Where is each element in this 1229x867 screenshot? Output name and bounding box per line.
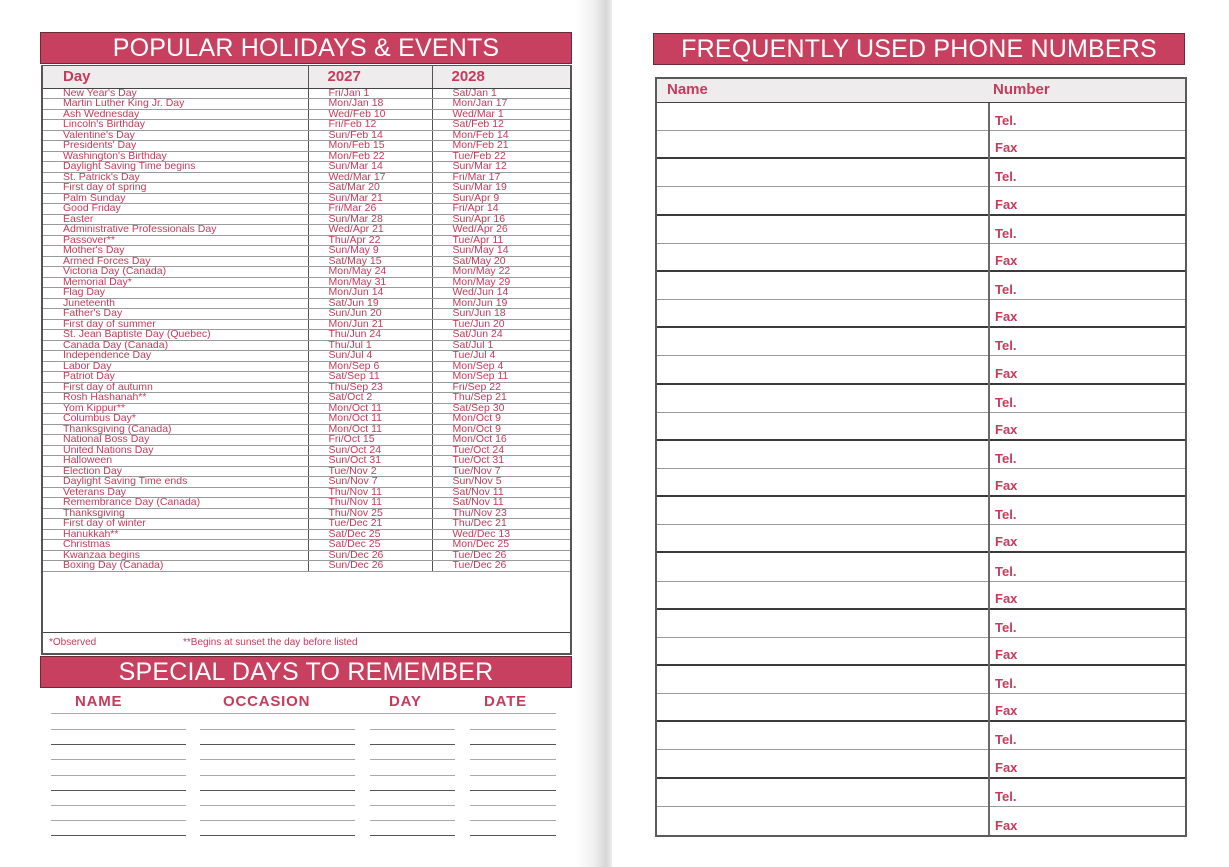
holiday-date-2027: Thu/Nov 11 <box>308 498 432 509</box>
fax-label: Fax <box>995 759 1018 775</box>
special-days-name-line[interactable] <box>51 775 186 776</box>
phone-entry-tel-row[interactable] <box>657 272 1185 300</box>
holiday-date-2028: Mon/Oct 9 <box>432 414 570 425</box>
footnote-observed: *Observed <box>49 637 97 648</box>
phone-entry-fax-row[interactable] <box>657 187 1185 215</box>
holiday-date-2027: Mon/May 31 <box>308 277 432 288</box>
holiday-date-2027: Fri/Mar 26 <box>308 204 432 215</box>
holiday-date-2028: Sun/Mar 19 <box>432 183 570 194</box>
holiday-date-2027: Sat/Dec 25 <box>308 529 432 540</box>
special-days-header-rule <box>51 713 556 714</box>
holiday-name: Valentine's Day <box>43 130 308 141</box>
holiday-date-2027: Wed/Feb 10 <box>308 109 432 120</box>
holiday-name: Victoria Day (Canada) <box>43 267 308 278</box>
holiday-name: Christmas <box>43 540 308 551</box>
holiday-date-2027: Sat/Dec 25 <box>308 540 432 551</box>
holiday-row <box>43 540 570 551</box>
special-days-date-line[interactable] <box>470 790 556 791</box>
holiday-name: Memorial Day* <box>43 277 308 288</box>
holiday-name: Halloween <box>43 456 308 467</box>
holiday-date-2028: Wed/Dec 13 <box>432 529 570 540</box>
holiday-date-2028: Mon/Feb 14 <box>432 130 570 141</box>
holiday-row <box>43 267 570 278</box>
special-days-header-day: DAY <box>389 693 422 710</box>
special-days-date-line[interactable] <box>470 805 556 806</box>
special-days-day-line[interactable] <box>370 820 455 821</box>
phone-entry-tel-row[interactable] <box>657 385 1185 413</box>
holiday-date-2027: Tue/Nov 2 <box>308 466 432 477</box>
holiday-date-2028: Tue/Apr 11 <box>432 235 570 246</box>
special-days-name-line[interactable] <box>51 820 186 821</box>
holiday-date-2028: Mon/Dec 25 <box>432 540 570 551</box>
holiday-row <box>43 120 570 131</box>
holiday-date-2027: Mon/Oct 11 <box>308 424 432 435</box>
holiday-date-2028: Sun/Apr 9 <box>432 193 570 204</box>
holiday-date-2027: Sun/Mar 21 <box>308 193 432 204</box>
holiday-row <box>43 193 570 204</box>
phone-column-divider <box>988 103 990 835</box>
holiday-date-2027: Sun/Jun 20 <box>308 309 432 320</box>
holiday-date-2028: Tue/Dec 26 <box>432 561 570 572</box>
holiday-row <box>43 235 570 246</box>
phone-entry-tel-row[interactable] <box>657 497 1185 525</box>
holiday-row <box>43 256 570 267</box>
fax-label: Fax <box>995 196 1018 212</box>
phone-entry-fax-row[interactable] <box>657 244 1185 272</box>
holiday-date-2027: Mon/May 24 <box>308 267 432 278</box>
holiday-date-2028: Fri/Sep 22 <box>432 382 570 393</box>
phone-entry-tel-row[interactable] <box>657 159 1185 187</box>
holiday-date-2027: Sun/May 9 <box>308 246 432 257</box>
phone-entry-tel-row[interactable] <box>657 441 1185 469</box>
tel-label: Tel. <box>995 225 1017 241</box>
holiday-row <box>43 414 570 425</box>
holiday-date-2027: Mon/Oct 11 <box>308 414 432 425</box>
holiday-date-2027: Thu/Nov 11 <box>308 487 432 498</box>
holiday-date-2028: Sun/Apr 16 <box>432 214 570 225</box>
holiday-date-2028: Sun/Mar 12 <box>432 162 570 173</box>
phone-entry-fax-row[interactable] <box>657 356 1185 384</box>
holiday-row <box>43 319 570 330</box>
holiday-name: Presidents' Day <box>43 141 308 152</box>
fax-label: Fax <box>995 534 1018 550</box>
holiday-date-2028: Mon/Jun 19 <box>432 298 570 309</box>
holiday-name: United Nations Day <box>43 445 308 456</box>
special-days-day-line[interactable] <box>370 790 455 791</box>
holiday-row <box>43 130 570 141</box>
holiday-row <box>43 519 570 530</box>
holidays-table-body <box>43 88 570 571</box>
holiday-row <box>43 246 570 257</box>
holiday-date-2027: Wed/Mar 17 <box>308 172 432 183</box>
holiday-date-2028: Mon/Oct 16 <box>432 435 570 446</box>
holiday-name: Election Day <box>43 466 308 477</box>
holiday-name: First day of autumn <box>43 382 308 393</box>
fax-label: Fax <box>995 421 1018 437</box>
phone-entry-tel-row[interactable] <box>657 722 1185 750</box>
holiday-date-2027: Sat/May 15 <box>308 256 432 267</box>
holiday-date-2028: Fri/Mar 17 <box>432 172 570 183</box>
holiday-name: Columbus Day* <box>43 414 308 425</box>
phone-entry-tel-row[interactable] <box>657 779 1185 807</box>
phone-entry-tel-row[interactable] <box>657 666 1185 694</box>
holiday-date-2028: Tue/Jun 20 <box>432 319 570 330</box>
holiday-row <box>43 498 570 509</box>
holiday-date-2028: Sat/Nov 11 <box>432 487 570 498</box>
footnote-sunset: **Begins at sunset the day before listed <box>183 637 358 648</box>
holiday-date-2028: Tue/Dec 26 <box>432 550 570 561</box>
phone-entry-fax-row[interactable] <box>657 525 1185 553</box>
holiday-date-2027: Sun/Jul 4 <box>308 351 432 362</box>
holiday-row <box>43 330 570 341</box>
holiday-date-2028: Sun/Nov 5 <box>432 477 570 488</box>
fax-label: Fax <box>995 140 1018 156</box>
holiday-date-2028: Tue/Oct 31 <box>432 456 570 467</box>
special-days-date-line[interactable] <box>470 835 556 836</box>
tel-label: Tel. <box>995 282 1017 298</box>
holiday-date-2027: Thu/Apr 22 <box>308 235 432 246</box>
holiday-date-2027: Sat/Sep 11 <box>308 372 432 383</box>
holiday-date-2028: Sat/Nov 11 <box>432 498 570 509</box>
tel-label: Tel. <box>995 450 1017 466</box>
holiday-date-2027: Mon/Oct 11 <box>308 403 432 414</box>
holiday-row <box>43 508 570 519</box>
holiday-name: First day of summer <box>43 319 308 330</box>
holiday-row <box>43 88 570 99</box>
holiday-name: Juneteenth <box>43 298 308 309</box>
tel-label: Tel. <box>995 394 1017 410</box>
holiday-row <box>43 141 570 152</box>
special-days-name-line[interactable] <box>51 835 186 836</box>
tel-label: Tel. <box>995 113 1017 129</box>
holiday-name: Passover** <box>43 235 308 246</box>
holiday-row <box>43 435 570 446</box>
holiday-name: Easter <box>43 214 308 225</box>
special-days-day-line[interactable] <box>370 835 455 836</box>
holiday-date-2027: Mon/Jun 21 <box>308 319 432 330</box>
holiday-name: Yom Kippur** <box>43 403 308 414</box>
holiday-name: Thanksgiving (Canada) <box>43 424 308 435</box>
tel-label: Tel. <box>995 619 1017 635</box>
holiday-date-2027: Thu/Sep 23 <box>308 382 432 393</box>
holiday-date-2028: Fri/Apr 14 <box>432 204 570 215</box>
column-header-name: Name <box>667 81 708 98</box>
holiday-date-2027: Sun/Dec 26 <box>308 550 432 561</box>
special-days-header-name: NAME <box>75 693 123 710</box>
special-days-day-line[interactable] <box>370 805 455 806</box>
holiday-row <box>43 214 570 225</box>
holiday-date-2027: Fri/Jan 1 <box>308 88 432 99</box>
holiday-date-2028: Tue/Nov 7 <box>432 466 570 477</box>
holiday-date-2027: Fri/Oct 15 <box>308 435 432 446</box>
special-days-occasion-line[interactable] <box>200 835 355 836</box>
holiday-date-2027: Sun/Mar 28 <box>308 214 432 225</box>
holiday-name: Daylight Saving Time begins <box>43 162 308 173</box>
holiday-name: Rosh Hashanah** <box>43 393 308 404</box>
holiday-name: Good Friday <box>43 204 308 215</box>
holiday-name: Kwanzaa begins <box>43 550 308 561</box>
holiday-row <box>43 162 570 173</box>
holiday-row <box>43 487 570 498</box>
tel-label: Tel. <box>995 563 1017 579</box>
holiday-date-2027: Thu/Nov 25 <box>308 508 432 519</box>
holiday-date-2028: Mon/May 29 <box>432 277 570 288</box>
holiday-date-2027: Fri/Feb 12 <box>308 120 432 131</box>
special-days-occasion-line[interactable] <box>200 805 355 806</box>
holiday-name: Boxing Day (Canada) <box>43 561 308 572</box>
holiday-name: Martin Luther King Jr. Day <box>43 99 308 110</box>
holiday-row <box>43 183 570 194</box>
holiday-date-2028: Sat/Jul 1 <box>432 340 570 351</box>
holiday-date-2028: Tue/Oct 24 <box>432 445 570 456</box>
holiday-date-2028: Thu/Dec 21 <box>432 519 570 530</box>
holiday-row <box>43 151 570 162</box>
holiday-name: National Boss Day <box>43 435 308 446</box>
holiday-name: Hanukkah** <box>43 529 308 540</box>
special-days-name-line[interactable] <box>51 805 186 806</box>
holiday-name: Canada Day (Canada) <box>43 340 308 351</box>
holiday-date-2028: Tue/Feb 22 <box>432 151 570 162</box>
phone-entry-fax-row[interactable] <box>657 413 1185 441</box>
phone-numbers-title-banner: FREQUENTLY USED PHONE NUMBERS <box>653 33 1185 65</box>
holiday-name: Armed Forces Day <box>43 256 308 267</box>
holiday-date-2027: Mon/Sep 6 <box>308 361 432 372</box>
special-days-name-line[interactable] <box>51 790 186 791</box>
holiday-date-2028: Sun/May 14 <box>432 246 570 257</box>
holiday-row <box>43 172 570 183</box>
tel-label: Tel. <box>995 507 1017 523</box>
holidays-header-row <box>43 66 570 88</box>
holiday-name: Father's Day <box>43 309 308 320</box>
holiday-date-2028: Wed/Jun 14 <box>432 288 570 299</box>
holiday-row <box>43 372 570 383</box>
phone-entry-fax-row[interactable] <box>657 638 1185 666</box>
holiday-row <box>43 288 570 299</box>
holiday-row <box>43 382 570 393</box>
special-days-name-line[interactable] <box>51 759 186 760</box>
holiday-date-2028: Thu/Sep 21 <box>432 393 570 404</box>
phone-entry-fax-row[interactable] <box>657 300 1185 328</box>
holiday-row <box>43 99 570 110</box>
special-days-occasion-line[interactable] <box>200 820 355 821</box>
holiday-row <box>43 477 570 488</box>
holiday-date-2028: Sat/Jun 24 <box>432 330 570 341</box>
fax-label: Fax <box>995 703 1018 719</box>
tel-label: Tel. <box>995 732 1017 748</box>
holiday-row <box>43 445 570 456</box>
holiday-row <box>43 561 570 572</box>
tel-label: Tel. <box>995 169 1017 185</box>
column-header-number: Number <box>993 81 1050 98</box>
holiday-row <box>43 225 570 236</box>
special-days-day-line[interactable] <box>370 775 455 776</box>
holiday-name: St. Patrick's Day <box>43 172 308 183</box>
holiday-name: Administrative Professionals Day <box>43 225 308 236</box>
phone-entry-tel-row[interactable] <box>657 610 1185 638</box>
holiday-date-2028: Sat/Jan 1 <box>432 88 570 99</box>
holiday-date-2027: Sat/Mar 20 <box>308 183 432 194</box>
phone-entry-tel-row[interactable] <box>657 103 1185 131</box>
phone-entry-fax-row[interactable] <box>657 131 1185 159</box>
column-header-2028: 2028 <box>432 66 570 88</box>
holiday-date-2028: Thu/Nov 23 <box>432 508 570 519</box>
phone-entry-fax-row[interactable] <box>657 750 1185 778</box>
phone-table-header <box>657 79 1185 103</box>
holiday-name: Remembrance Day (Canada) <box>43 498 308 509</box>
holiday-date-2027: Sun/Mar 14 <box>308 162 432 173</box>
holiday-row <box>43 277 570 288</box>
holiday-date-2028: Mon/Sep 4 <box>432 361 570 372</box>
holiday-row <box>43 361 570 372</box>
holiday-name: St. Jean Baptiste Day (Quebec) <box>43 330 308 341</box>
holiday-date-2027: Tue/Dec 21 <box>308 519 432 530</box>
tel-label: Tel. <box>995 676 1017 692</box>
holiday-date-2028: Mon/May 22 <box>432 267 570 278</box>
special-days-occasion-line[interactable] <box>200 790 355 791</box>
holiday-date-2027: Sat/Oct 2 <box>308 393 432 404</box>
holiday-row <box>43 298 570 309</box>
holiday-name: First day of spring <box>43 183 308 194</box>
holiday-date-2027: Sat/Jun 19 <box>308 298 432 309</box>
holidays-footnotes <box>43 632 570 653</box>
tel-label: Tel. <box>995 338 1017 354</box>
special-days-name-line[interactable] <box>51 729 186 730</box>
special-days-day-line[interactable] <box>370 729 455 730</box>
holiday-date-2028: Wed/Apr 26 <box>432 225 570 236</box>
holiday-name: Washington's Birthday <box>43 151 308 162</box>
holiday-row <box>43 456 570 467</box>
holiday-name: Daylight Saving Time ends <box>43 477 308 488</box>
fax-label: Fax <box>995 647 1018 663</box>
holiday-name: Thanksgiving <box>43 508 308 519</box>
holiday-row <box>43 403 570 414</box>
holiday-name: Patriot Day <box>43 372 308 383</box>
holiday-name: Veterans Day <box>43 487 308 498</box>
phone-numbers-table <box>655 77 1187 837</box>
holiday-name: New Year's Day <box>43 88 308 99</box>
holiday-date-2027: Thu/Jul 1 <box>308 340 432 351</box>
holiday-date-2027: Sun/Feb 14 <box>308 130 432 141</box>
holiday-date-2027: Sun/Nov 7 <box>308 477 432 488</box>
holidays-table-box <box>41 65 572 655</box>
holiday-row <box>43 340 570 351</box>
holiday-row <box>43 309 570 320</box>
fax-label: Fax <box>995 252 1018 268</box>
fax-label: Fax <box>995 309 1018 325</box>
holiday-name: Mother's Day <box>43 246 308 257</box>
special-days-occasion-line[interactable] <box>200 744 355 745</box>
left-page <box>0 0 590 867</box>
phone-entry-fax-row[interactable] <box>657 694 1185 722</box>
fax-label: Fax <box>995 590 1018 606</box>
holiday-date-2027: Thu/Jun 24 <box>308 330 432 341</box>
holiday-row <box>43 529 570 540</box>
special-days-header-date: DATE <box>484 693 527 710</box>
holiday-date-2027: Mon/Feb 22 <box>308 151 432 162</box>
holiday-row <box>43 393 570 404</box>
holiday-row <box>43 424 570 435</box>
holiday-date-2027: Sun/Oct 31 <box>308 456 432 467</box>
special-days-date-line[interactable] <box>470 729 556 730</box>
phone-entry-fax-row[interactable] <box>657 582 1185 610</box>
holiday-date-2028: Wed/Mar 1 <box>432 109 570 120</box>
special-days-occasion-line[interactable] <box>200 775 355 776</box>
holiday-date-2027: Mon/Jan 18 <box>308 99 432 110</box>
special-days-name-line[interactable] <box>51 744 186 745</box>
special-days-date-line[interactable] <box>470 759 556 760</box>
holiday-name: Lincoln's Birthday <box>43 120 308 131</box>
special-days-occasion-line[interactable] <box>200 759 355 760</box>
column-header-2027: 2027 <box>308 66 432 88</box>
phone-entry-tel-row[interactable] <box>657 553 1185 581</box>
holiday-name: Flag Day <box>43 288 308 299</box>
special-days-day-line[interactable] <box>370 744 455 745</box>
special-days-header-occasion: OCCASION <box>223 693 311 710</box>
holiday-date-2028: Mon/Sep 11 <box>432 372 570 383</box>
tel-label: Tel. <box>995 788 1017 804</box>
holidays-table <box>43 66 570 572</box>
holiday-name: First day of winter <box>43 519 308 530</box>
holiday-row <box>43 109 570 120</box>
phone-entry-tel-row[interactable] <box>657 216 1185 244</box>
holiday-date-2028: Mon/Oct 9 <box>432 424 570 435</box>
special-days-date-line[interactable] <box>470 820 556 821</box>
holiday-date-2027: Mon/Jun 14 <box>308 288 432 299</box>
holiday-row <box>43 466 570 477</box>
holiday-date-2028: Sun/Jun 18 <box>432 309 570 320</box>
fax-label: Fax <box>995 478 1018 494</box>
holiday-date-2027: Sun/Dec 26 <box>308 561 432 572</box>
holiday-name: Ash Wednesday <box>43 109 308 120</box>
holiday-date-2028: Tue/Jul 4 <box>432 351 570 362</box>
fax-label: Fax <box>995 365 1018 381</box>
holiday-name: Palm Sunday <box>43 193 308 204</box>
special-days-occasion-line[interactable] <box>200 729 355 730</box>
holidays-title-banner: POPULAR HOLIDAYS & EVENTS <box>40 32 572 64</box>
holiday-row <box>43 351 570 362</box>
special-days-date-line[interactable] <box>470 775 556 776</box>
holiday-date-2028: Sat/Feb 12 <box>432 120 570 131</box>
fax-label: Fax <box>995 817 1018 833</box>
holiday-date-2028: Sat/Sep 30 <box>432 403 570 414</box>
special-days-title-banner: SPECIAL DAYS TO REMEMBER <box>40 656 572 688</box>
phone-entry-fax-row[interactable] <box>657 469 1185 497</box>
holiday-row <box>43 204 570 215</box>
column-header-day: Day <box>43 66 308 88</box>
holiday-row <box>43 550 570 561</box>
phone-entry-fax-row[interactable] <box>657 807 1185 835</box>
holiday-date-2027: Sun/Oct 24 <box>308 445 432 456</box>
holiday-name: Labor Day <box>43 361 308 372</box>
holiday-date-2027: Wed/Apr 21 <box>308 225 432 236</box>
special-days-day-line[interactable] <box>370 759 455 760</box>
holiday-date-2028: Mon/Feb 21 <box>432 141 570 152</box>
holiday-date-2028: Mon/Jan 17 <box>432 99 570 110</box>
phone-entry-tel-row[interactable] <box>657 328 1185 356</box>
special-days-date-line[interactable] <box>470 744 556 745</box>
holiday-date-2027: Mon/Feb 15 <box>308 141 432 152</box>
holiday-date-2028: Sat/May 20 <box>432 256 570 267</box>
holiday-name: Independence Day <box>43 351 308 362</box>
